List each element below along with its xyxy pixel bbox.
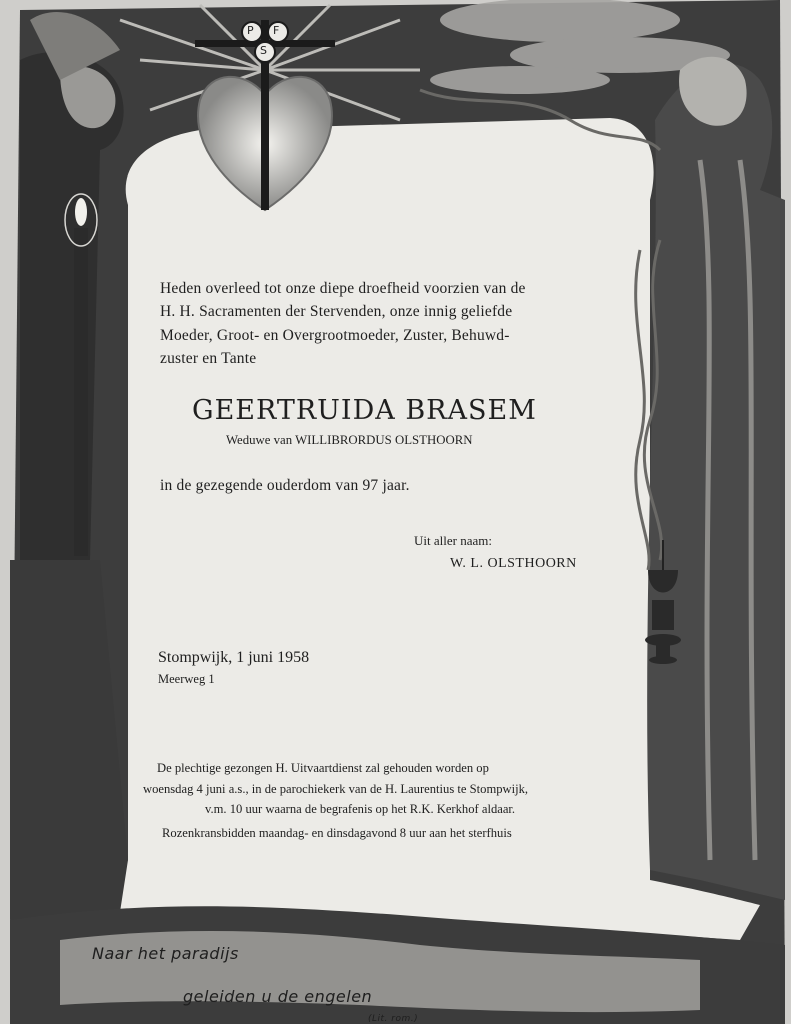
- service-line-3: v.m. 10 uur waarna de begrafenis op het R.K. Kerkhof aldaar.: [205, 802, 516, 816]
- monogram-s: S: [260, 44, 267, 57]
- signature-intro: Uit aller naam:: [414, 533, 492, 548]
- place-date: Stompwijk, 1 juni 1958: [158, 649, 310, 666]
- intro-line-2: H. H. Sacramenten der Stervenden, onze innig geliefde: [160, 303, 513, 320]
- motto-line-2: geleiden u de engelen: [183, 987, 373, 1006]
- widow-of: Weduwe van WILLIBRORDUS OLSTHOORN: [226, 433, 473, 447]
- motto-source: (Lit. rom.): [368, 1014, 419, 1024]
- intro-line-4: zuster en Tante: [160, 350, 257, 367]
- service-line-2: woensdag 4 juni a.s., in de parochiekerk van de H. Laurentius te Stompwijk,: [143, 782, 529, 796]
- motto-line-1: Naar het paradijs: [92, 944, 239, 963]
- service-line-1: De plechtige gezongen H. Uitvaartdienst zal gehouden worden op: [157, 761, 489, 775]
- age-line: in de gezegende ouderdom van 97 jaar.: [160, 477, 410, 494]
- intro-line-1: Heden overleed tot onze diepe droefheid voorzien van de: [160, 280, 526, 297]
- monogram-f: F: [273, 24, 280, 37]
- intro-line-3: Moeder, Groot- en Overgrootmoeder, Zuster, Behuwd-: [160, 327, 510, 344]
- rosary-line: Rozenkransbidden maandag- en dinsdagavond 8 uur aan het sterfhuis: [162, 826, 512, 840]
- deceased-name: GEERTRUIDA BRASEM: [192, 395, 537, 426]
- monogram-p: P: [247, 24, 254, 37]
- address: Meerweg 1: [158, 672, 215, 686]
- signature-name: W. L. OLSTHOORN: [450, 556, 577, 571]
